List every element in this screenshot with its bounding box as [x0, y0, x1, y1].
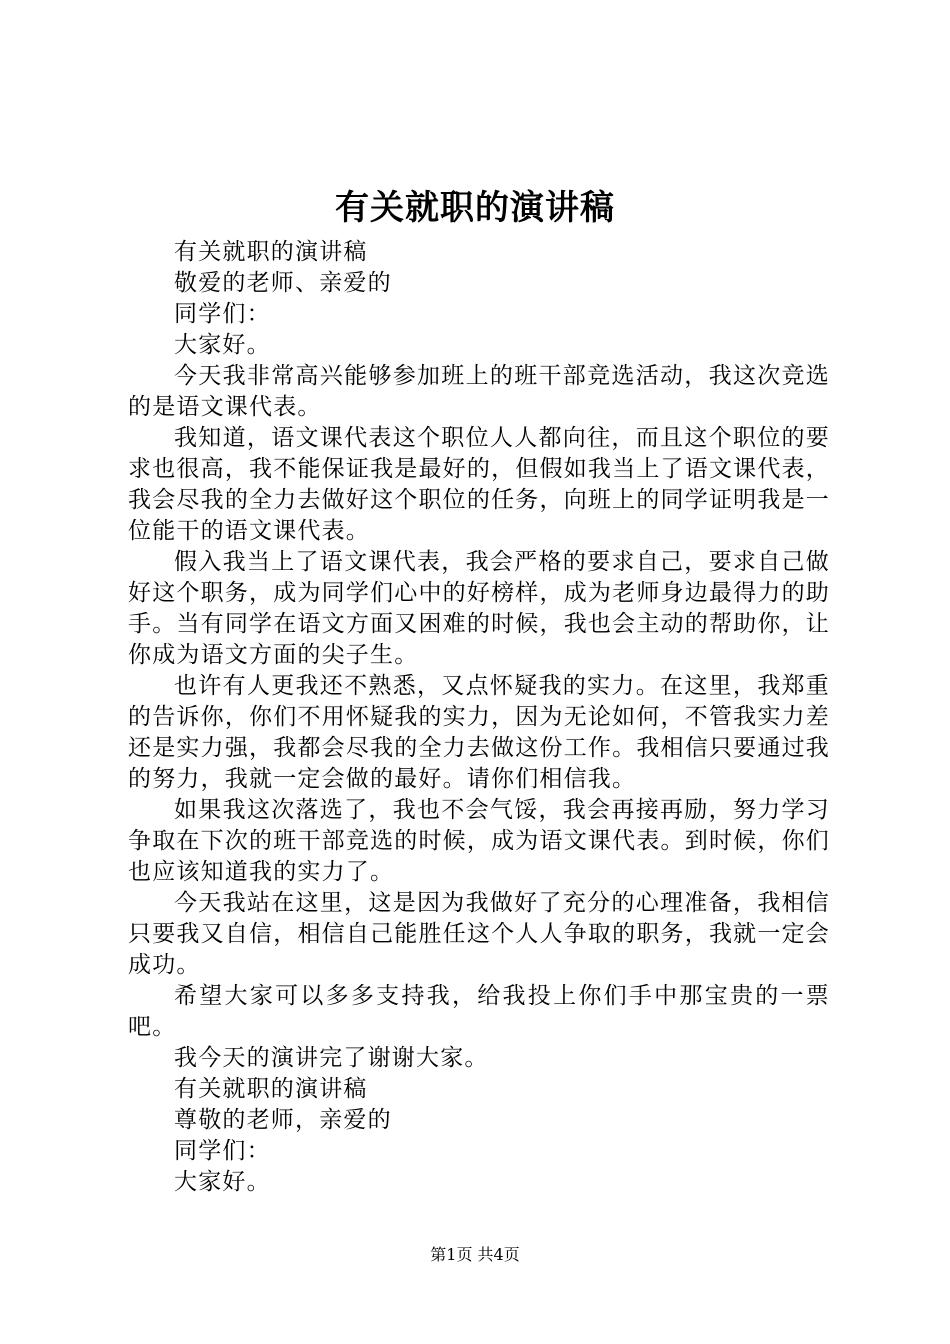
paragraph: 我今天的演讲完了谢谢大家。 — [174, 1045, 489, 1071]
paragraph: 今天我站在这里，这是因为我做好了充分的心理准备，我相信只要我又自信，相信自己能胜任这个人人争取的职务，我就一定会成功。 — [128, 890, 830, 978]
paragraph: 大家好。 — [174, 332, 271, 358]
page-footer: 第1页 共4页 — [430, 1245, 520, 1264]
paragraph: 假入我当上了语文课代表，我会严格的要求自己，要求自己做好这个职务，成为同学们心中的好榜样，成为老师身边最得力的助手。当有同学在语文方面又困难的时候，我也会主动的帮助你，让你成为语文方面的尖子生。 — [128, 549, 830, 668]
paragraph: 尊敬的老师，亲爱的 — [174, 1107, 392, 1133]
paragraph: 今天我非常高兴能够参加班上的班干部竞选活动，我这次竞选的是语文课代表。 — [128, 363, 830, 420]
document-body — [128, 237, 830, 1198]
paragraph: 我知道，语文课代表这个职位人人都向往，而且这个职位的要求也很高，我不能保证我是最好的，但假如我当上了语文课代表，我会尽我的全力去做好这个职位的任务，向班上的同学证明我是一位能干的语文课代表。 — [128, 425, 830, 544]
paragraph: 同学们： — [174, 301, 271, 327]
paragraph: 大家好。 — [174, 1169, 271, 1195]
paragraph: 希望大家可以多多支持我，给我投上你们手中那宝贵的一票吧。 — [128, 983, 830, 1040]
paragraph: 如果我这次落选了，我也不会气馁，我会再接再励，努力学习争取在下次的班干部竞选的时候，成为语文课代表。到时候，你们也应该知道我的实力了。 — [128, 797, 830, 885]
paragraph: 敬爱的老师、亲爱的 — [174, 270, 392, 296]
paragraph: 同学们： — [174, 1138, 271, 1164]
document-title: 有关就职的演讲稿 — [335, 188, 615, 228]
paragraph: 有关就职的演讲稿 — [174, 239, 368, 265]
paragraph: 有关就职的演讲稿 — [174, 1076, 368, 1102]
paragraph: 也许有人更我还不熟悉，又点怀疑我的实力。在这里，我郑重的告诉你，你们不用怀疑我的实力，因为无论如何，不管我实力差还是实力强，我都会尽我的全力去做这份工作。我相信只要通过我的努力，我就一定会做的最好。请你们相信我。 — [128, 673, 830, 792]
